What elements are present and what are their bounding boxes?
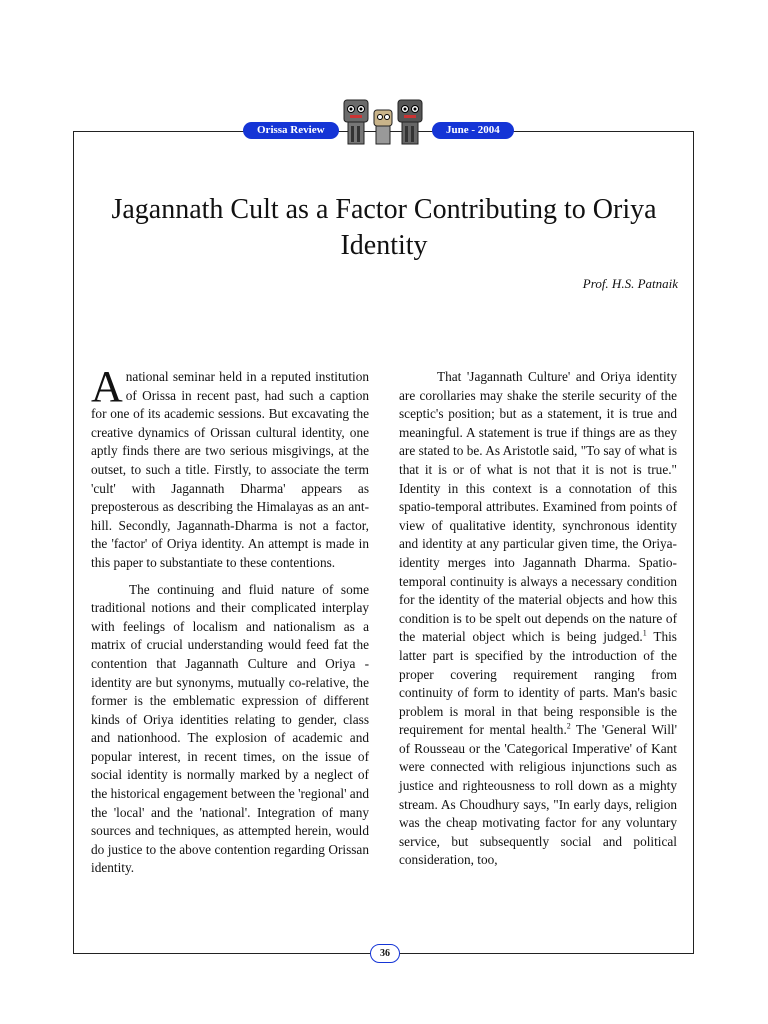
left-column bbox=[91, 362, 370, 886]
page-number: 36 bbox=[370, 944, 400, 963]
paragraph-text: That 'Jagannath Culture' and Oriya identity are corollaries may shake the sterile security of the sceptic's position; but as a statement, it is true and meaningful. A statement is true if things are as they are stated to be. As Aristotle said, "To say of what is that it is or of what is not that it is not is true." Identity in this context is a connotation of this spatio-temporal attributes. Examined from points of view of qualitative identity, synchronous identity and identity at any particular given time, the Oriya-identity merges into Jagannath Dharma. Spatio-temporal continuity is always a necessary condition for the identity of the material objects and how this condition is to be spelt out depends on the nature of the material object which is being judged. bbox=[399, 369, 677, 645]
jagannath-deities-logo bbox=[342, 96, 426, 148]
article-title: Jagannath Cult as a Factor Contributing to Oriya Identity bbox=[111, 194, 657, 261]
journal-badge: Orissa Review bbox=[243, 122, 339, 139]
paragraph: The continuing and fluid nature of some traditional notions and their complicated interplay with feelings of localism and nationalism as a matrix of crucial understanding would feed fat the contention that Jagannath Culture and Oriya - identity are but synonyms, mutually co-relative, the former is the emblematic expression of different kinds of Oriya identities relating to gender, class and nationhood. The explosion of academic and popular interest, in recent times, on the issue of social identity is normally marked by a neglect of the historical engagement between the 'regional' and the 'local' and the 'national'. Integration of many sources and techniques, as attempted herein, would do justice to the above contention regarding Orissan identity. bbox=[91, 581, 370, 876]
footnote-ref: 2 bbox=[566, 721, 571, 731]
article-author: Prof. H.S. Patnaik bbox=[582, 276, 678, 291]
issue-date-badge: June - 2004 bbox=[432, 122, 514, 139]
drop-cap: A bbox=[91, 362, 123, 411]
paragraph-text: national seminar held in a reputed institution of Orissa in recent past, had such a caption for one of its academic sessions. But excavating the creative dynamics of Orissan cultural identity, one aptly finds there are two serious misgivings, at the outset, to such a title. Firstly, to associate the term 'cult' with Jagannath Dharma' appears as preposterous as describing the Himalayas as an ant-hill. Secondly, Jagannath-Dharma is not a factor, the 'factor' of Oriya identity. An attempt is made in this paper to substantiate to these contentions. bbox=[91, 369, 369, 570]
right-column bbox=[399, 368, 677, 878]
paragraph-text: This latter part is specified by the introduction of the proper covering requirement ranging from continuity of form to identity of parts. Man's basic problem is moral in that being responsible is the requirement for mental health. bbox=[399, 629, 677, 738]
paragraph bbox=[399, 368, 677, 870]
paragraph bbox=[91, 362, 369, 573]
paragraph-text: The 'General Will' of Rousseau or the 'Categorical Imperative' of Kant were connected with religious injunctions such as justice and righteousness to roll down as a mighty stream. As Choudhury says, "In early days, religion was the cheap motivating factor for any voluntary service, but subsequently social and political consideration, too, bbox=[399, 722, 678, 868]
footnote-ref: 1 bbox=[642, 628, 647, 638]
